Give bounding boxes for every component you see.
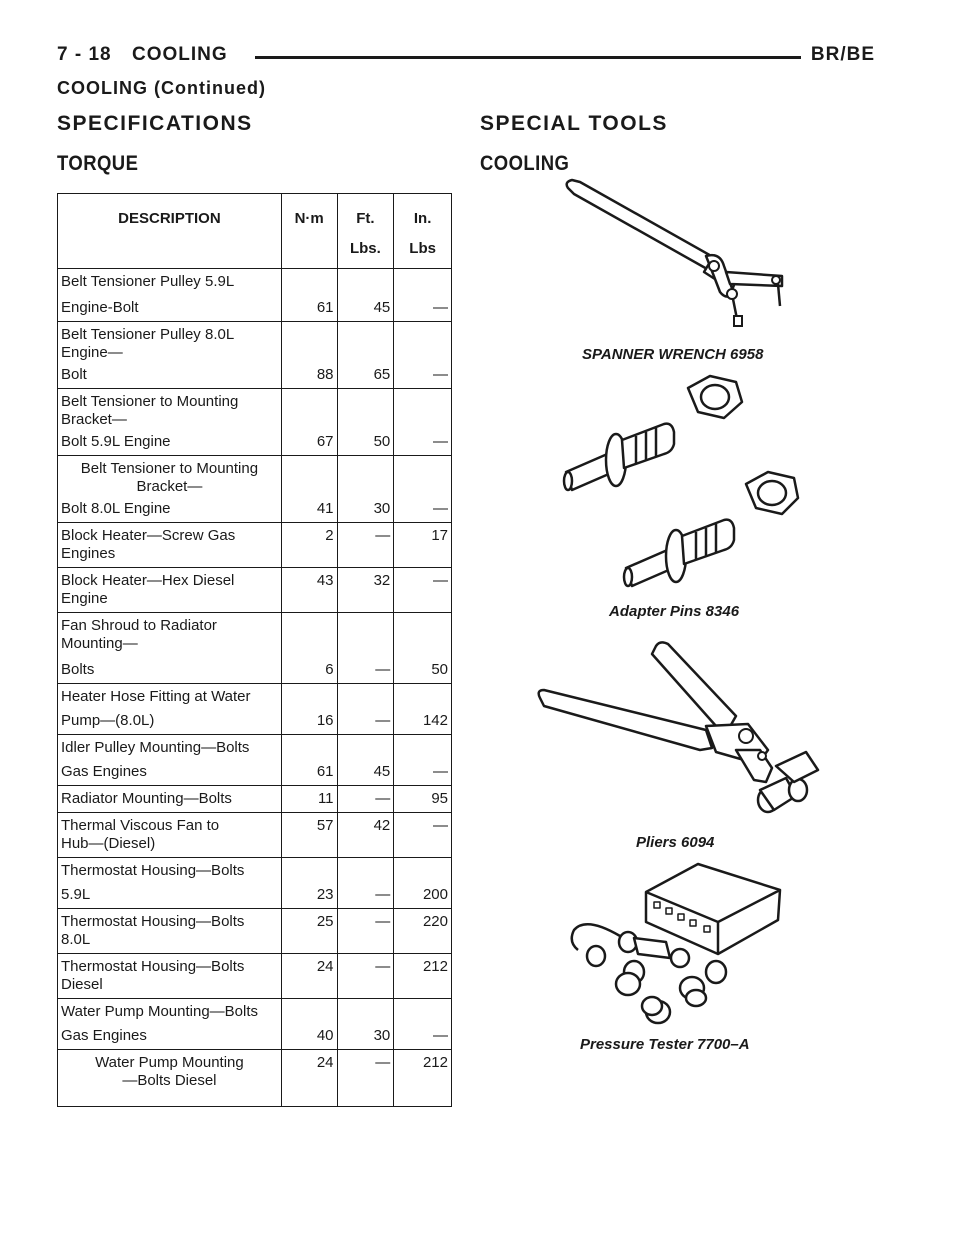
row-description: Heater Hose Fitting at Water Pump—(8.0L)	[58, 684, 282, 735]
row-ft: —	[337, 954, 394, 999]
row-in: 212	[394, 954, 452, 999]
table-row	[58, 909, 452, 954]
row-in: —	[394, 813, 452, 858]
section-title: COOLING	[132, 44, 228, 65]
row-in: 142	[394, 684, 452, 735]
row-description: Radiator Mounting—Bolts	[58, 786, 282, 813]
row-nm: 88	[281, 322, 337, 389]
row-description: Belt Tensioner Pulley 5.9L Engine-Bolt	[58, 269, 282, 322]
row-description: Block Heater—Screw Gas Engines	[58, 523, 282, 568]
row-ft: —	[337, 858, 394, 909]
row-ft: —	[337, 1050, 394, 1107]
table-row	[58, 456, 452, 523]
row-in: —	[394, 389, 452, 456]
row-nm: 40	[281, 999, 337, 1050]
specifications-heading: SPECIFICATIONS	[57, 112, 253, 135]
pliers-illustration	[536, 640, 826, 820]
row-ft: 65	[337, 322, 394, 389]
row-description: Fan Shroud to Radiator Mounting— Bolts	[58, 613, 282, 684]
table-header-row	[58, 194, 452, 269]
row-ft: —	[337, 684, 394, 735]
table-row	[58, 954, 452, 999]
row-ft: 45	[337, 269, 394, 322]
row-nm: 43	[281, 568, 337, 613]
row-ft: —	[337, 613, 394, 684]
row-nm: 61	[281, 269, 337, 322]
row-ft: 30	[337, 456, 394, 523]
spanner-wrench-illustration	[560, 176, 800, 336]
row-description: Water Pump Mounting—Bolts Diesel	[58, 1050, 282, 1107]
special-tools-heading: SPECIAL TOOLS	[480, 112, 668, 135]
spanner-wrench-caption: SPANNER WRENCH 6958	[582, 346, 764, 363]
row-description: Thermostat Housing—Bolts 8.0L	[58, 909, 282, 954]
row-in: —	[394, 999, 452, 1050]
row-in: —	[394, 269, 452, 322]
header-rule	[255, 56, 801, 59]
cooling-subheading: COOLING	[480, 152, 570, 175]
row-nm: 57	[281, 813, 337, 858]
row-description: Idler Pulley Mounting—Bolts Gas Engines	[58, 735, 282, 786]
row-in: 95	[394, 786, 452, 813]
row-ft: —	[337, 909, 394, 954]
row-in: —	[394, 322, 452, 389]
row-in: 220	[394, 909, 452, 954]
header-description: DESCRIPTION	[58, 194, 282, 269]
table-row	[58, 322, 452, 389]
row-ft: —	[337, 786, 394, 813]
row-description: Belt Tensioner to Mounting Bracket— Bolt 8.0L Engine	[58, 456, 282, 523]
row-in: —	[394, 456, 452, 523]
row-description: Thermal Viscous Fan to Hub—(Diesel)	[58, 813, 282, 858]
row-description: Belt Tensioner Pulley 8.0L Engine— Bolt	[58, 322, 282, 389]
row-ft: 50	[337, 389, 394, 456]
model-code: BR/BE	[810, 44, 875, 65]
row-nm: 11	[281, 786, 337, 813]
torque-table	[57, 193, 452, 1107]
row-nm: 25	[281, 909, 337, 954]
table-row	[58, 389, 452, 456]
table-row	[58, 813, 452, 858]
row-description: Water Pump Mounting—Bolts Gas Engines	[58, 999, 282, 1050]
pressure-tester-illustration	[568, 860, 792, 1030]
table-row	[58, 735, 452, 786]
row-ft: 45	[337, 735, 394, 786]
row-nm: 6	[281, 613, 337, 684]
row-ft: 32	[337, 568, 394, 613]
row-description: Belt Tensioner to Mounting Bracket— Bolt 5.9L Engine	[58, 389, 282, 456]
table-row	[58, 523, 452, 568]
row-nm: 24	[281, 954, 337, 999]
page-number: 7 - 18	[57, 44, 112, 65]
adapter-pins-illustration	[560, 368, 800, 596]
torque-subheading: TORQUE	[57, 152, 139, 175]
table-row	[58, 786, 452, 813]
table-row	[58, 858, 452, 909]
pressure-tester-caption: Pressure Tester 7700–A	[580, 1036, 750, 1053]
table-row	[58, 269, 452, 322]
header-nm: N·m	[281, 194, 337, 269]
row-in: 212	[394, 1050, 452, 1107]
header-in-lbs: In. Lbs	[394, 194, 452, 269]
table-row	[58, 1050, 452, 1107]
row-description: Thermostat Housing—Bolts 5.9L	[58, 858, 282, 909]
row-description: Block Heater—Hex Diesel Engine	[58, 568, 282, 613]
table-row	[58, 999, 452, 1050]
row-nm: 61	[281, 735, 337, 786]
row-in: 17	[394, 523, 452, 568]
row-description: Thermostat Housing—Bolts Diesel	[58, 954, 282, 999]
continued-label: COOLING (Continued)	[57, 78, 266, 98]
table-row	[58, 568, 452, 613]
row-nm: 16	[281, 684, 337, 735]
row-ft: —	[337, 523, 394, 568]
row-ft: 42	[337, 813, 394, 858]
row-in: 50	[394, 613, 452, 684]
pliers-caption: Pliers 6094	[636, 834, 715, 851]
page-header	[57, 44, 875, 70]
row-in: —	[394, 735, 452, 786]
adapter-pins-caption: Adapter Pins 8346	[609, 603, 740, 620]
row-nm: 24	[281, 1050, 337, 1107]
header-ft-lbs: Ft. Lbs.	[337, 194, 394, 269]
row-nm: 2	[281, 523, 337, 568]
row-in: —	[394, 568, 452, 613]
table-row	[58, 684, 452, 735]
table-row	[58, 613, 452, 684]
row-nm: 41	[281, 456, 337, 523]
row-nm: 67	[281, 389, 337, 456]
row-nm: 23	[281, 858, 337, 909]
row-in: 200	[394, 858, 452, 909]
row-ft: 30	[337, 999, 394, 1050]
